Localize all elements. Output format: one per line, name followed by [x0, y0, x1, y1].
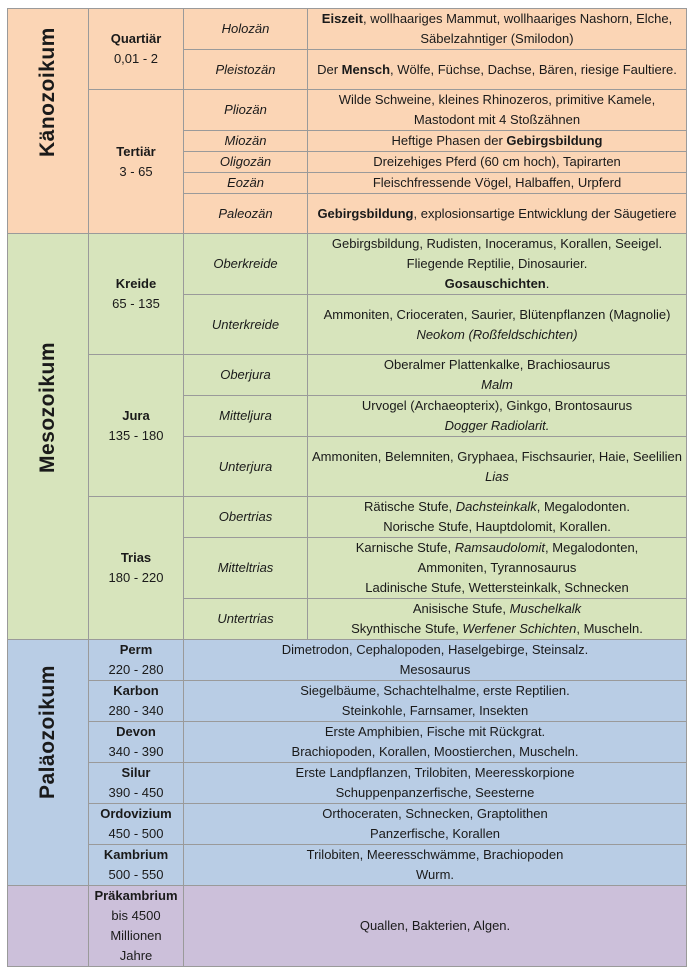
- period-range: 450 - 500: [108, 826, 164, 841]
- fauna-cell: [184, 845, 687, 886]
- fauna-text: Brachiopoden, Korallen, Moostierchen, Muscheln.: [291, 744, 579, 759]
- fauna-bold: Gebirgsbildung: [506, 133, 603, 148]
- epoch-cell: Oligozän: [184, 152, 308, 173]
- fauna-text: , explosionsartige Entwicklung der Säugetiere: [413, 205, 677, 221]
- period-cell: [89, 845, 184, 886]
- period-range: 390 - 450: [108, 785, 164, 800]
- period-name: Perm: [119, 642, 153, 657]
- fauna-text: .: [545, 276, 550, 291]
- fauna-text: Mesosaurus: [399, 662, 471, 677]
- table-row: [8, 722, 687, 763]
- period-cell: [89, 234, 184, 355]
- epoch-cell: Oberjura: [184, 355, 308, 396]
- fauna-text: , wollhaariges Mammut, wollhaariges Nashorn, Elche, Säbelzahntiger (Smilodon): [362, 11, 673, 46]
- fauna-cell: [184, 722, 687, 763]
- period-range: 135 - 180: [108, 427, 164, 443]
- fauna-text: Ammoniten, Tyrannosaurus: [417, 560, 577, 575]
- epoch-cell: Pleistozän: [184, 50, 308, 90]
- fauna-italic: Dachsteinkalk: [455, 499, 537, 514]
- fauna-bold: Gosauschichten: [444, 276, 546, 291]
- fauna-cell: [308, 50, 687, 90]
- table-row: [8, 234, 687, 295]
- period-range: 340 - 390: [108, 744, 164, 759]
- period-cell: [89, 681, 184, 722]
- fauna-text: Ladinische Stufe, Wettersteinkalk, Schnecken: [365, 580, 629, 595]
- fauna-cell: [184, 763, 687, 804]
- fauna-text: Gebirgsbildung, Rudisten, Inoceramus, Korallen, Seeigel. Fliegende Reptilie, Dinosaurier.: [331, 236, 663, 271]
- era-cell-praekambrium: [8, 886, 89, 967]
- fauna-text: Steinkohle, Farnsamer, Insekten: [341, 703, 529, 718]
- period-range: 180 - 220: [108, 570, 164, 585]
- period-name: Trias: [120, 550, 152, 565]
- fauna-italic: Neokom (Roßfeldschichten): [416, 326, 578, 342]
- period-name: Kambrium: [103, 847, 169, 862]
- period-cell: [89, 722, 184, 763]
- period-name: Karbon: [113, 683, 159, 698]
- period-name: Ordovizium: [100, 806, 172, 821]
- table-row: [8, 355, 687, 396]
- epoch-cell: Mitteltrias: [184, 538, 308, 599]
- fauna-cell: Dreizehiges Pferd (60 cm hoch), Tapirarten: [308, 152, 687, 173]
- fauna-text: Erste Landpflanzen, Trilobiten, Meeresskorpione: [295, 765, 575, 780]
- fauna-cell: Wilde Schweine, kleines Rhinozeros, primitive Kamele, Mastodont mit 4 Stoßzähnen: [308, 90, 687, 131]
- fauna-cell: [308, 295, 687, 355]
- fauna-bold: Gebirgsbildung: [317, 205, 414, 221]
- fauna-bold: Eiszeit: [321, 11, 363, 26]
- era-label: Paläozoikum: [36, 664, 59, 799]
- fauna-cell: [184, 804, 687, 845]
- fauna-cell: Fleischfressende Vögel, Halbaffen, Urpferd: [308, 173, 687, 194]
- fauna-text: Dimetrodon, Cephalopoden, Haselgebirge, Steinsalz.: [281, 642, 589, 657]
- period-cell: [89, 90, 184, 234]
- table-row: [8, 497, 687, 538]
- fauna-text: Siegelbäume, Schachtelhalme, erste Reptilien.: [300, 683, 570, 698]
- period-cell: [89, 640, 184, 681]
- era-label: Mesozoikum: [36, 341, 59, 473]
- fauna-cell: [308, 9, 687, 50]
- period-name: Tertiär: [116, 143, 156, 159]
- epoch-cell: Oberkreide: [184, 234, 308, 295]
- era-cell-kaenozoikum: [8, 9, 89, 234]
- period-range: 3 - 65: [119, 163, 153, 179]
- fauna-text: Wurm.: [415, 867, 455, 882]
- fauna-cell: [308, 131, 687, 152]
- fauna-cell: [308, 538, 687, 599]
- fauna-italic: Ramsaudolomit: [454, 540, 546, 555]
- fauna-italic: Lias: [485, 468, 509, 484]
- fauna-italic: Muschelkalk: [509, 601, 582, 616]
- epoch-cell: Unterkreide: [184, 295, 308, 355]
- fauna-text: Rätische Stufe,: [364, 499, 456, 514]
- table-row: [8, 845, 687, 886]
- period-cell: [89, 886, 184, 967]
- epoch-cell: Paleozän: [184, 194, 308, 234]
- fauna-text: Ammoniten, Crioceraten, Saurier, Blütenpflanzen (Magnolie): [323, 306, 671, 322]
- table-row: [8, 9, 687, 50]
- fauna-text: Skynthische Stufe,: [351, 621, 463, 636]
- period-cell: [89, 497, 184, 640]
- table-row: [8, 90, 687, 131]
- fauna-italic: Dogger Radiolarit.: [444, 418, 550, 433]
- period-range: Millionen Jahre: [110, 928, 162, 963]
- fauna-text: Urvogel (Archaeopterix), Ginkgo, Brontosaurus: [361, 398, 633, 413]
- fauna-bold: Mensch: [341, 61, 391, 77]
- fauna-cell: [308, 396, 687, 437]
- epoch-cell: Pliozän: [184, 90, 308, 131]
- period-name: Präkambrium: [94, 888, 178, 903]
- epoch-cell: Holozän: [184, 9, 308, 50]
- fauna-text: Ammoniten, Belemniten, Gryphaea, Fischsaurier, Haie, Seelilien: [312, 448, 682, 464]
- epoch-cell: Miozän: [184, 131, 308, 152]
- fauna-italic: Werfener Schichten: [462, 621, 577, 636]
- fauna-cell: [308, 194, 687, 234]
- period-cell: [89, 355, 184, 497]
- table-row: [8, 681, 687, 722]
- geology-table: [7, 8, 687, 967]
- fauna-text: Heftige Phasen der: [391, 133, 507, 148]
- table-row: [8, 886, 687, 967]
- period-range: 0,01 - 2: [113, 51, 159, 66]
- period-range: 220 - 280: [108, 662, 164, 677]
- fauna-cell: [308, 234, 687, 295]
- era-label: Känozoikum: [36, 27, 59, 157]
- fauna-cell: [308, 497, 687, 538]
- table-row: [8, 804, 687, 845]
- fauna-text: Karnische Stufe,: [355, 540, 455, 555]
- fauna-text: Anisische Stufe,: [412, 601, 510, 616]
- fauna-cell: [308, 599, 687, 640]
- period-cell: [89, 763, 184, 804]
- fauna-text: , Muscheln.: [576, 621, 643, 636]
- period-cell: [89, 9, 184, 90]
- period-range: bis 4500: [111, 908, 161, 923]
- fauna-text: Der: [317, 61, 342, 77]
- fauna-text: Erste Amphibien, Fische mit Rückgrat.: [324, 724, 546, 739]
- period-name: Silur: [121, 765, 151, 780]
- fauna-text: Trilobiten, Meeresschwämme, Brachiopoden: [306, 847, 564, 862]
- fauna-cell: [184, 640, 687, 681]
- period-cell: [89, 804, 184, 845]
- era-cell-palaeozoikum: [8, 640, 89, 886]
- fauna-italic: Malm: [481, 377, 513, 392]
- fauna-cell: Quallen, Bakterien, Algen.: [184, 886, 687, 967]
- fauna-cell: [184, 681, 687, 722]
- fauna-text: Orthoceraten, Schnecken, Graptolithen: [322, 806, 548, 821]
- fauna-text: , Megalodonten.: [536, 499, 630, 514]
- period-range: 500 - 550: [108, 867, 164, 882]
- fauna-text: Norische Stufe, Hauptdolomit, Korallen.: [383, 519, 611, 534]
- fauna-text: , Wölfe, Füchse, Dachse, Bären, riesige Faultiere.: [390, 61, 677, 77]
- period-range: 280 - 340: [108, 703, 164, 718]
- period-name: Kreide: [115, 276, 157, 291]
- table-row: [8, 763, 687, 804]
- epoch-cell: Mitteljura: [184, 396, 308, 437]
- period-name: Jura: [122, 407, 150, 423]
- fauna-text: Schuppenpanzerfische, Seesterne: [335, 785, 535, 800]
- epoch-cell: Unterjura: [184, 437, 308, 497]
- fauna-text: Oberalmer Plattenkalke, Brachiosaurus: [383, 357, 611, 372]
- period-name: Devon: [116, 724, 156, 739]
- fauna-cell: [308, 437, 687, 497]
- fauna-cell: [308, 355, 687, 396]
- fauna-text: , Megalodonten,: [545, 540, 639, 555]
- fauna-text: Panzerfische, Korallen: [369, 826, 501, 841]
- epoch-cell: Obertrias: [184, 497, 308, 538]
- period-name: Quartiär: [110, 31, 162, 46]
- era-cell-mesozoikum: [8, 234, 89, 640]
- table-row: [8, 640, 687, 681]
- epoch-cell: Eozän: [184, 173, 308, 194]
- period-range: 65 - 135: [112, 296, 160, 311]
- epoch-cell: Untertrias: [184, 599, 308, 640]
